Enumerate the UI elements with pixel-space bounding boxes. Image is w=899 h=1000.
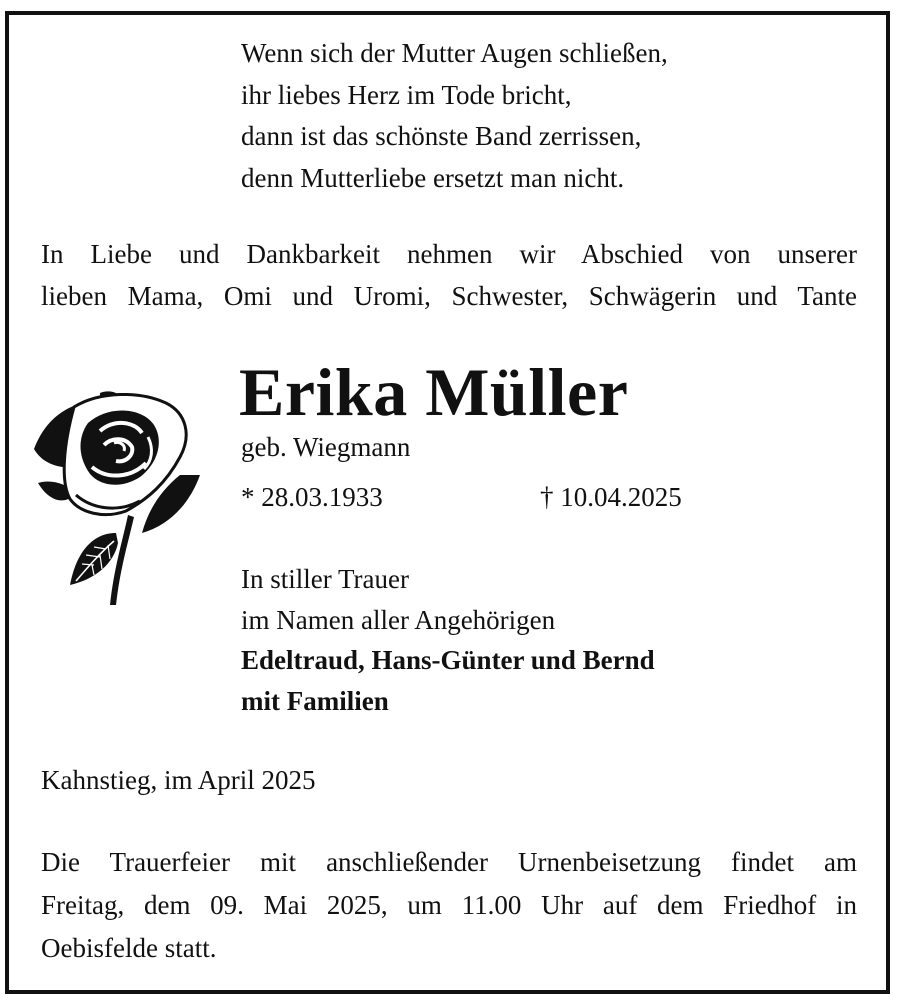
funeral-service-info — [41, 841, 857, 970]
relatives-line: im Namen aller Angehörigen — [241, 604, 556, 635]
poem — [241, 33, 668, 199]
poem-line: denn Mutterliebe ersetzt man nicht. — [241, 162, 625, 193]
mourner-names: Edeltraud, Hans-Günter und Bernd — [241, 645, 655, 675]
mourners-block — [241, 559, 655, 721]
intro-line: lieben Mama, Omi und Uromi, Schwester, Schwägerin und Tante — [41, 281, 857, 311]
farewell-intro — [41, 233, 857, 317]
mourning-line: In stiller Trauer — [241, 564, 409, 594]
death-date: † 10.04.2025 — [540, 482, 682, 512]
place-date: Kahnstieg, im April 2025 — [41, 765, 316, 795]
deceased-name: Erika Müller — [239, 354, 629, 430]
service-line: Freitag, dem 09. Mai 2025, um 11.00 Uhr auf dem Friedhof in — [41, 890, 857, 920]
service-line: Die Trauerfeier mit anschließender Urnenbeisetzung findet am — [41, 847, 857, 877]
mourner-families: mit Familien — [241, 685, 389, 716]
service-line: Oebisfelde statt. — [41, 933, 217, 963]
birth-date: * 28.03.1933 — [241, 482, 383, 512]
poem-line: Wenn sich der Mutter Augen schließen, — [241, 38, 668, 68]
intro-line: In Liebe und Dankbarkeit nehmen wir Abschied von unserer — [41, 239, 857, 269]
rose-icon — [30, 383, 202, 607]
poem-line: ihr liebes Herz im Tode bricht, — [241, 79, 572, 110]
poem-line: dann ist das schönste Band zerrissen, — [241, 121, 642, 151]
birth-name: geb. Wiegmann — [241, 432, 411, 462]
